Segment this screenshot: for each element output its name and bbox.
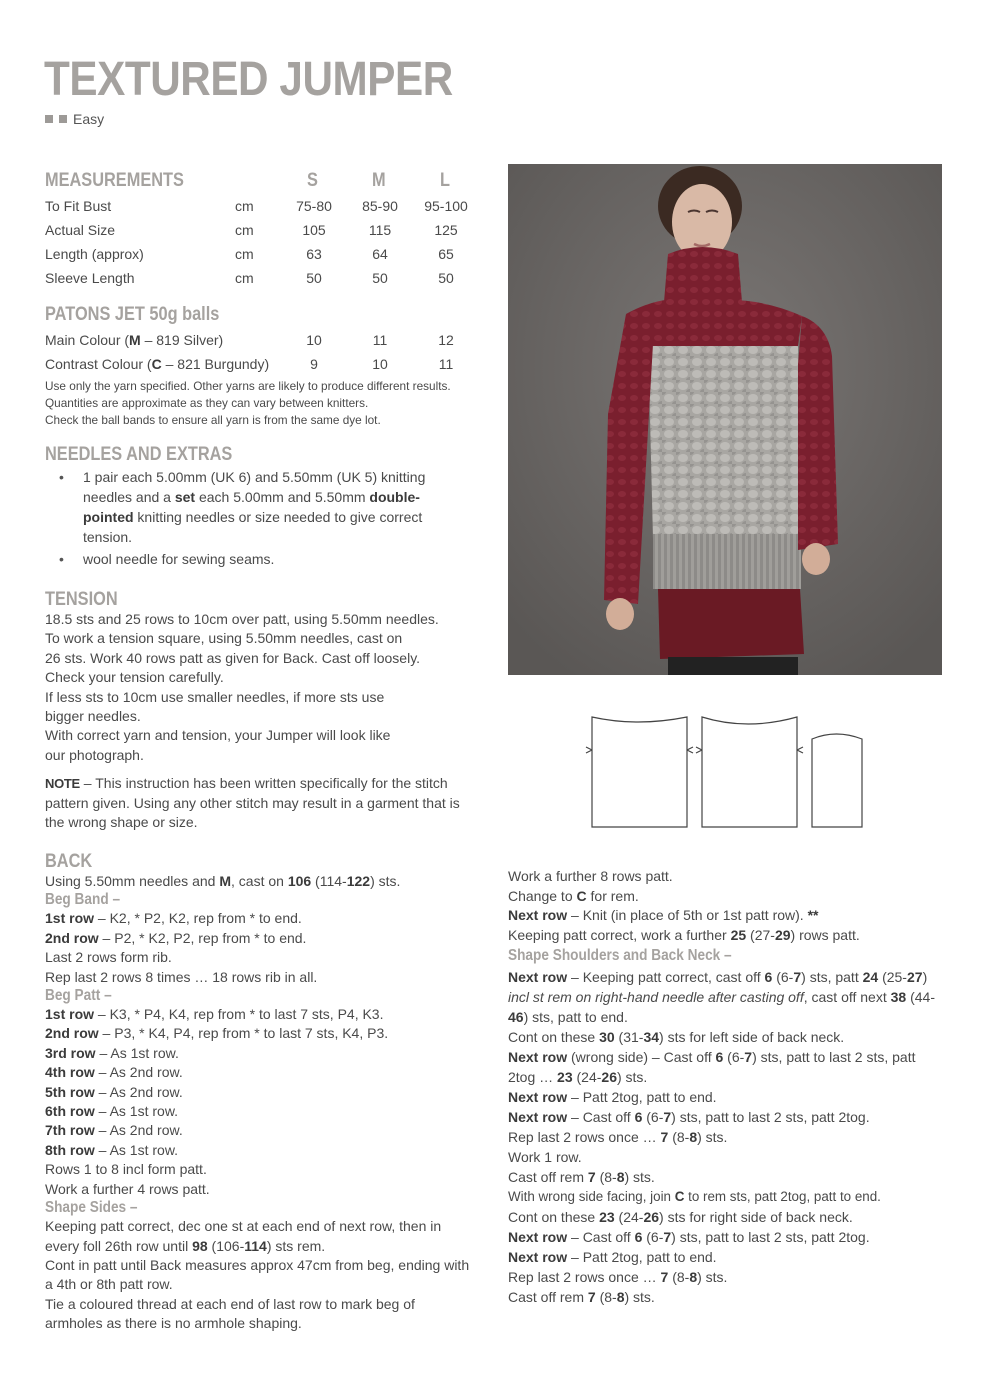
patt-row-8: 8th row – As 1st row. [45, 1141, 179, 1158]
needles-list [45, 467, 465, 571]
value-s: 50 [306, 270, 322, 286]
back-heading: BACK [45, 851, 93, 872]
shape-sides-subheading: Shape Sides – [45, 1199, 138, 1217]
value-s: 9 [310, 356, 318, 372]
patt-row-6: 6th row – As 1st row. [45, 1103, 179, 1120]
tension-text: 18.5 sts and 25 rows to 10cm over patt, using 5.50mm needles. To work a tension square, using 5.50mm needles, cast on 26 sts. Work 40 rows patt as given for Back. Cast off loosely. Check your tension carefully. If less sts to 10cm use smaller needles, if more sts use bigger needles. With correct yarn and tension, your Jumper will look like our photograph. [45, 611, 439, 763]
garment-schematic [585, 712, 870, 834]
value-l: 12 [438, 332, 454, 348]
row-unit: cm [235, 222, 254, 238]
table-row [45, 266, 480, 290]
table-row [45, 242, 480, 266]
row-unit: cm [235, 270, 254, 286]
shape-shoulders-subheading: Shape Shoulders and Back Neck – [508, 947, 732, 965]
tension-heading: TENSION [45, 589, 118, 610]
difficulty-square-icon [59, 115, 67, 123]
row-label: Sleeve Length [45, 270, 135, 286]
value-l: 50 [438, 270, 454, 286]
back-piece-outline [702, 717, 797, 827]
band-row-2: 2nd row – P2, * K2, P2, rep from * to end. [45, 929, 307, 946]
patt-row-7: 7th row – As 2nd row. [45, 1122, 183, 1139]
value-s: 10 [306, 332, 322, 348]
value-l: 11 [438, 356, 454, 372]
size-m: M [372, 170, 386, 191]
size-s: S [307, 170, 318, 191]
value-s: 75-80 [296, 198, 332, 214]
value-l: 125 [434, 222, 458, 238]
back-instructions-continued: Work a further 8 rows patt. Change to C for rem. Next row – Knit (in place of 5th or 1st patt row). ** Keeping patt correct, work a further 25 (27-29) rows patt. Shape Shoulders and Back Neck – Next row – Keeping patt correct, cast off 6 (6-7) sts, patt 24 (25-27) incl st rem on right-hand needle after casting off, cast off next 38 (44-46) sts, patt to end. Cont on these 30 (31-34) sts for left side of back neck. Next row (wrong side) – Cast off 6 (6-7) sts, patt to last 2 sts, patt 2tog … 23 (24-26) sts. Next row – Patt 2tog, patt to end. Next row – Cast off 6 (6-7) sts, patt to last 2 sts, patt 2tog. Rep last 2 rows once … 7 (8-8) sts. Work 1 row. Cast off rem 7 (8-8) sts. With wrong side facing, join C to rem sts, patt 2tog, patt to end. Cont on these 23 (24-26) sts for right side of back neck. Next row – Cast off 6 (6-7) sts, patt to last 2 sts, patt 2tog. Next row – Patt 2tog, patt to end. Rep last 2 rows once … 7 (8-8) sts. Cast off rem 7 (8-8) sts. [508, 868, 935, 1306]
value-m: 85-90 [362, 198, 398, 214]
row-label: Length (approx) [45, 246, 144, 262]
armhole-marker [797, 747, 803, 753]
value-m: 115 [368, 222, 392, 238]
size-l: L [440, 170, 450, 191]
row-unit: cm [235, 246, 254, 262]
beg-band-subheading: Beg Band – [45, 891, 121, 909]
value-m: 11 [372, 332, 388, 348]
yarn-heading: PATONS JET 50g balls [45, 304, 220, 325]
value-m: 50 [372, 270, 388, 286]
measurements-heading: MEASUREMENTS [45, 170, 184, 191]
yarn-note: Check the ball bands to ensure all yarn is from the same dye lot. [45, 413, 381, 427]
row-label: To Fit Bust [45, 198, 112, 214]
back-instructions: Using 5.50mm needles and M, cast on 106 (114-122) sts. Beg Band – 1st row – K2, * P2, K2, rep from * to end. 2nd row – P2, * K2, P2, rep from * to end. Last 2 rows form rib. Rep last 2 rows 8 times … 18 rows rib in all. Beg Patt – 1st row – K3, * P4, K4, rep from * to last 7 sts, P4, K3. 2nd row – P3, * K4, P4, rep from * to last 7 sts, K4, P3. 3rd row – As 1st row. 4th row – As 2nd row. 5th row – As 2nd row. 6th row – As 1st row. 7th row – As 2nd row. 8th row – As 1st row. Rows 1 to 8 incl form patt. Work a further 4 rows patt. Shape Sides – Keeping patt correct, dec one st at each end of next row, then in every foll 26th row until 98 (106-114) sts rem. Cont in patt until Back measures approx 47cm from beg, ending with a 4th or 8th patt row. Tie a coloured thread at each end of last row to mark beg of armholes as there is no armhole shaping. [45, 872, 475, 1334]
difficulty-square-icon [45, 115, 53, 123]
table-row [45, 352, 480, 376]
armhole-marker [696, 747, 702, 753]
difficulty-label: Easy [73, 111, 105, 127]
patt-row-1: 1st row – K3, * P4, K4, rep from * to last 7 sts, P4, K3. [45, 1006, 384, 1023]
yarn-note: Use only the yarn specified. Other yarns are likely to produce different results. [45, 379, 451, 393]
patt-row-3: 3rd row – As 1st row. [45, 1044, 179, 1061]
value-s: 63 [306, 246, 322, 262]
row-unit: cm [235, 198, 254, 214]
tension-note: NOTE – This instruction has been written specifically for the stitch pattern given. Using any other stitch may result in a garment that is the wrong shape or size. [45, 775, 460, 831]
jumper-photo-illustration [508, 164, 942, 675]
needles-heading: NEEDLES AND EXTRAS [45, 444, 233, 465]
table-row [45, 218, 480, 242]
list-item: • wool needle for sewing seams. [45, 549, 465, 569]
value-s: 105 [302, 222, 326, 238]
patt-row-2: 2nd row – P3, * K4, P4, rep from * to last 7 sts, K4, P3. [45, 1025, 389, 1042]
patt-row-4: 4th row – As 2nd row. [45, 1064, 183, 1081]
yarn-note: Quantities are approximate as they can vary between knitters. [45, 396, 369, 410]
row-label: Actual Size [45, 222, 116, 238]
sleeve-piece-outline [812, 734, 862, 827]
page-title: TEXTURED JUMPER [44, 53, 453, 106]
table-row [45, 328, 480, 352]
front-piece-outline [592, 717, 687, 827]
value-l: 65 [438, 246, 454, 262]
yarn-table [45, 328, 480, 376]
armhole-marker [586, 747, 592, 753]
yarn-label: Contrast Colour (C – 821 Burgundy) [45, 356, 270, 372]
value-l: 95-100 [424, 198, 468, 214]
patt-row-5: 5th row – As 2nd row. [45, 1083, 183, 1100]
list-item: • 1 pair each 5.00mm (UK 6) and 5.50mm (UK 5) knitting needles and a set each 5.00mm and 5.50mm double-pointed knitting needles or size needed to give correct tension. [45, 467, 465, 547]
model-photo [508, 164, 942, 675]
armhole-marker [687, 747, 693, 753]
measurements-table [45, 194, 480, 290]
band-row-1: 1st row – K2, * P2, K2, rep from * to end. [45, 910, 302, 927]
difficulty-rating [45, 111, 104, 127]
value-m: 64 [372, 246, 388, 262]
table-row [45, 194, 480, 218]
yarn-label: Main Colour (M – 819 Silver) [45, 332, 224, 348]
beg-patt-subheading: Beg Patt – [45, 987, 112, 1005]
yarn-notes [45, 378, 495, 429]
value-m: 10 [372, 356, 388, 372]
